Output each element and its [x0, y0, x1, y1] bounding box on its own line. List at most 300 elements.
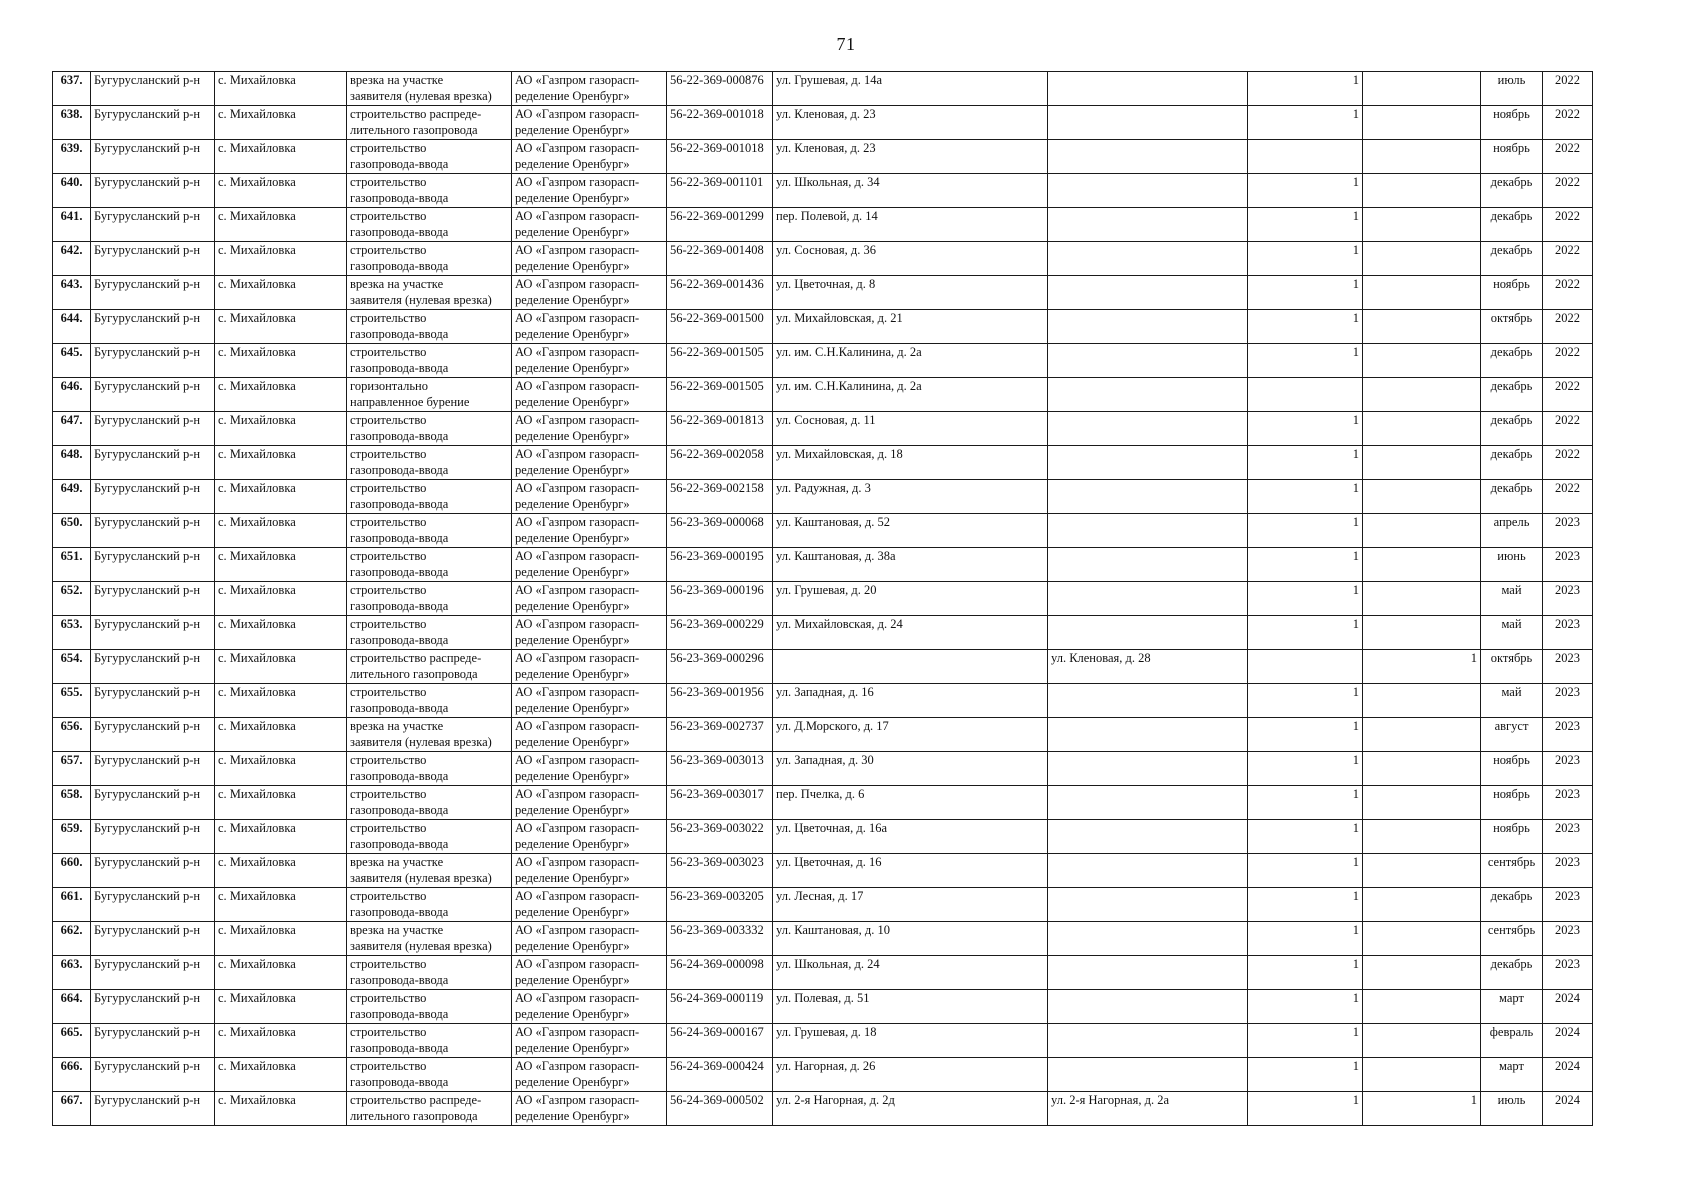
address-cell: ул. Полевая, д. 51 [773, 990, 1048, 1024]
quantity-1-cell: 1 [1248, 548, 1363, 582]
year-cell: 2023 [1543, 514, 1593, 548]
month-cell: декабрь [1481, 344, 1543, 378]
code-cell: 56-22-369-002158 [667, 480, 773, 514]
work-type-cell-line: строительство [350, 549, 427, 563]
address-cell: ул. Кленовая, д. 23 [773, 106, 1048, 140]
organization-cell-line: АО «Газпром газорасп- [515, 719, 640, 733]
organization-cell-line: ределение Оренбург» [515, 973, 630, 987]
district-cell: Бугурусланский р-н [91, 888, 215, 922]
address-2-cell [1048, 820, 1248, 854]
work-type-cell [347, 718, 512, 752]
district-cell: Бугурусланский р-н [91, 582, 215, 616]
quantity-2-cell [1363, 786, 1481, 820]
organization-cell-line: ределение Оренбург» [515, 939, 630, 953]
quantity-1-cell: 1 [1248, 718, 1363, 752]
address-2-cell [1048, 378, 1248, 412]
code-cell: 56-22-369-001018 [667, 106, 773, 140]
address-2-cell [1048, 412, 1248, 446]
quantity-1-cell: 1 [1248, 1024, 1363, 1058]
month-cell: май [1481, 616, 1543, 650]
organization-cell-line: ределение Оренбург» [515, 565, 630, 579]
organization-cell-line: ределение Оренбург» [515, 1109, 630, 1123]
address-2-cell [1048, 276, 1248, 310]
work-type-cell-line: газопровода-ввода [350, 429, 449, 443]
table-row [53, 106, 1593, 140]
organization-cell-line: АО «Газпром газорасп- [515, 277, 640, 291]
row-number: 652. [53, 582, 91, 616]
work-type-cell [347, 684, 512, 718]
month-cell: октябрь [1481, 310, 1543, 344]
address-2-cell [1048, 140, 1248, 174]
district-cell: Бугурусланский р-н [91, 72, 215, 106]
code-cell: 56-22-369-001018 [667, 140, 773, 174]
work-type-cell [347, 344, 512, 378]
work-type-cell-line: газопровода-ввода [350, 1041, 449, 1055]
code-cell: 56-23-369-003332 [667, 922, 773, 956]
organization-cell-line: АО «Газпром газорасп- [515, 1025, 640, 1039]
district-cell: Бугурусланский р-н [91, 548, 215, 582]
address-cell: ул. им. С.Н.Калинина, д. 2а [773, 378, 1048, 412]
work-type-cell-line: строительство [350, 991, 427, 1005]
year-cell: 2022 [1543, 208, 1593, 242]
village-cell: с. Михайловка [215, 1092, 347, 1126]
work-type-cell-line: газопровода-ввода [350, 565, 449, 579]
month-cell: ноябрь [1481, 752, 1543, 786]
row-number: 656. [53, 718, 91, 752]
month-cell: февраль [1481, 1024, 1543, 1058]
year-cell: 2022 [1543, 310, 1593, 344]
quantity-1-cell [1248, 650, 1363, 684]
row-number: 642. [53, 242, 91, 276]
work-type-cell-line: строительство [350, 175, 427, 189]
address-2-cell: ул. 2-я Нагорная, д. 2а [1048, 1092, 1248, 1126]
village-cell: с. Михайловка [215, 1058, 347, 1092]
quantity-2-cell [1363, 480, 1481, 514]
work-type-cell [347, 208, 512, 242]
year-cell: 2023 [1543, 650, 1593, 684]
address-cell: пер. Полевой, д. 14 [773, 208, 1048, 242]
work-type-cell-line: заявителя (нулевая врезка) [350, 293, 492, 307]
month-cell: сентябрь [1481, 854, 1543, 888]
quantity-2-cell [1363, 922, 1481, 956]
code-cell: 56-23-369-000195 [667, 548, 773, 582]
address-cell: ул. Сосновая, д. 11 [773, 412, 1048, 446]
table-row [53, 786, 1593, 820]
organization-cell-line: ределение Оренбург» [515, 395, 630, 409]
organization-cell-line: АО «Газпром газорасп- [515, 855, 640, 869]
table-row [53, 310, 1593, 344]
table-row [53, 854, 1593, 888]
district-cell: Бугурусланский р-н [91, 310, 215, 344]
district-cell: Бугурусланский р-н [91, 514, 215, 548]
work-type-cell [347, 548, 512, 582]
table-row [53, 208, 1593, 242]
row-number: 653. [53, 616, 91, 650]
row-number: 638. [53, 106, 91, 140]
row-number: 649. [53, 480, 91, 514]
month-cell: ноябрь [1481, 820, 1543, 854]
village-cell: с. Михайловка [215, 820, 347, 854]
organization-cell-line: ределение Оренбург» [515, 89, 630, 103]
work-type-cell [347, 480, 512, 514]
year-cell: 2023 [1543, 888, 1593, 922]
work-type-cell [347, 922, 512, 956]
work-type-cell-line: строительство [350, 1025, 427, 1039]
quantity-1-cell [1248, 140, 1363, 174]
quantity-2-cell [1363, 990, 1481, 1024]
district-cell: Бугурусланский р-н [91, 922, 215, 956]
organization-cell [512, 514, 667, 548]
code-cell: 56-22-369-001408 [667, 242, 773, 276]
organization-cell [512, 786, 667, 820]
table-row [53, 752, 1593, 786]
work-type-cell-line: газопровода-ввода [350, 633, 449, 647]
address-2-cell [1048, 582, 1248, 616]
organization-cell-line: АО «Газпром газорасп- [515, 1059, 640, 1073]
code-cell: 56-24-369-000424 [667, 1058, 773, 1092]
year-cell: 2023 [1543, 548, 1593, 582]
village-cell: с. Михайловка [215, 854, 347, 888]
organization-cell-line: ределение Оренбург» [515, 837, 630, 851]
quantity-1-cell: 1 [1248, 480, 1363, 514]
quantity-2-cell [1363, 820, 1481, 854]
district-cell: Бугурусланский р-н [91, 990, 215, 1024]
quantity-1-cell: 1 [1248, 242, 1363, 276]
district-cell: Бугурусланский р-н [91, 1024, 215, 1058]
work-type-cell-line: строительство [350, 583, 427, 597]
year-cell: 2022 [1543, 276, 1593, 310]
year-cell: 2023 [1543, 786, 1593, 820]
address-cell: ул. Западная, д. 16 [773, 684, 1048, 718]
year-cell: 2022 [1543, 140, 1593, 174]
organization-cell-line: ределение Оренбург» [515, 293, 630, 307]
year-cell: 2022 [1543, 412, 1593, 446]
address-cell: ул. Цветочная, д. 16 [773, 854, 1048, 888]
organization-cell-line: ределение Оренбург» [515, 633, 630, 647]
organization-cell-line: ределение Оренбург» [515, 667, 630, 681]
organization-cell [512, 140, 667, 174]
address-2-cell [1048, 718, 1248, 752]
work-type-cell [347, 956, 512, 990]
table-row [53, 922, 1593, 956]
work-type-cell-line: газопровода-ввода [350, 803, 449, 817]
table-row [53, 1058, 1593, 1092]
village-cell: с. Михайловка [215, 72, 347, 106]
address-2-cell [1048, 446, 1248, 480]
register-table-container [52, 71, 1592, 1126]
row-number: 639. [53, 140, 91, 174]
work-type-cell [347, 446, 512, 480]
address-2-cell [1048, 548, 1248, 582]
month-cell: июль [1481, 72, 1543, 106]
work-type-cell-line: строительство распреде- [350, 651, 482, 665]
village-cell: с. Михайловка [215, 956, 347, 990]
work-type-cell-line: газопровода-ввода [350, 157, 449, 171]
organization-cell [512, 1024, 667, 1058]
organization-cell [512, 310, 667, 344]
district-cell: Бугурусланский р-н [91, 820, 215, 854]
address-2-cell [1048, 854, 1248, 888]
address-cell: ул. Михайловская, д. 18 [773, 446, 1048, 480]
address-cell: ул. Каштановая, д. 52 [773, 514, 1048, 548]
organization-cell-line: ределение Оренбург» [515, 497, 630, 511]
organization-cell [512, 650, 667, 684]
month-cell: декабрь [1481, 208, 1543, 242]
address-cell: ул. Сосновая, д. 36 [773, 242, 1048, 276]
quantity-2-cell [1363, 208, 1481, 242]
address-cell: ул. Цветочная, д. 16а [773, 820, 1048, 854]
organization-cell-line: АО «Газпром газорасп- [515, 141, 640, 155]
code-cell: 56-24-369-000119 [667, 990, 773, 1024]
year-cell: 2022 [1543, 106, 1593, 140]
village-cell: с. Михайловка [215, 582, 347, 616]
work-type-cell [347, 888, 512, 922]
organization-cell-line: ределение Оренбург» [515, 1007, 630, 1021]
address-2-cell [1048, 242, 1248, 276]
code-cell: 56-24-369-000098 [667, 956, 773, 990]
address-cell: пер. Пчелка, д. 6 [773, 786, 1048, 820]
code-cell: 56-22-369-001505 [667, 378, 773, 412]
address-cell: ул. Грушевая, д. 18 [773, 1024, 1048, 1058]
month-cell: май [1481, 582, 1543, 616]
organization-cell [512, 480, 667, 514]
work-type-cell [347, 378, 512, 412]
organization-cell-line: ределение Оренбург» [515, 463, 630, 477]
work-type-cell-line: газопровода-ввода [350, 463, 449, 477]
organization-cell [512, 582, 667, 616]
district-cell: Бугурусланский р-н [91, 786, 215, 820]
code-cell: 56-24-369-000502 [667, 1092, 773, 1126]
organization-cell [512, 378, 667, 412]
district-cell: Бугурусланский р-н [91, 140, 215, 174]
work-type-cell [347, 242, 512, 276]
year-cell: 2023 [1543, 616, 1593, 650]
address-2-cell [1048, 684, 1248, 718]
address-cell: ул. Лесная, д. 17 [773, 888, 1048, 922]
month-cell: апрель [1481, 514, 1543, 548]
address-2-cell [1048, 514, 1248, 548]
village-cell: с. Михайловка [215, 412, 347, 446]
work-type-cell-line: газопровода-ввода [350, 599, 449, 613]
row-number: 646. [53, 378, 91, 412]
work-type-cell-line: газопровода-ввода [350, 973, 449, 987]
month-cell: декабрь [1481, 446, 1543, 480]
table-row [53, 1092, 1593, 1126]
village-cell: с. Михайловка [215, 888, 347, 922]
row-number: 651. [53, 548, 91, 582]
address-2-cell [1048, 888, 1248, 922]
table-row [53, 72, 1593, 106]
row-number: 650. [53, 514, 91, 548]
table-row [53, 616, 1593, 650]
village-cell: с. Михайловка [215, 752, 347, 786]
organization-cell-line: ределение Оренбург» [515, 157, 630, 171]
organization-cell [512, 106, 667, 140]
quantity-1-cell: 1 [1248, 922, 1363, 956]
row-number: 655. [53, 684, 91, 718]
code-cell: 56-23-369-003022 [667, 820, 773, 854]
year-cell: 2023 [1543, 922, 1593, 956]
quantity-2-cell [1363, 582, 1481, 616]
code-cell: 56-23-369-000196 [667, 582, 773, 616]
work-type-cell-line: газопровода-ввода [350, 327, 449, 341]
organization-cell-line: АО «Газпром газорасп- [515, 889, 640, 903]
row-number: 662. [53, 922, 91, 956]
organization-cell [512, 922, 667, 956]
organization-cell-line: АО «Газпром газорасп- [515, 515, 640, 529]
quantity-2-cell [1363, 344, 1481, 378]
work-type-cell-line: строительство [350, 889, 427, 903]
work-type-cell [347, 106, 512, 140]
village-cell: с. Михайловка [215, 106, 347, 140]
work-type-cell [347, 1058, 512, 1092]
organization-cell [512, 446, 667, 480]
district-cell: Бугурусланский р-н [91, 650, 215, 684]
organization-cell-line: АО «Газпром газорасп- [515, 753, 640, 767]
address-cell: ул. им. С.Н.Калинина, д. 2а [773, 344, 1048, 378]
organization-cell-line: ределение Оренбург» [515, 599, 630, 613]
month-cell: декабрь [1481, 378, 1543, 412]
address-cell: ул. Школьная, д. 34 [773, 174, 1048, 208]
work-type-cell-line: газопровода-ввода [350, 1075, 449, 1089]
table-row [53, 820, 1593, 854]
work-type-cell-line: строительство [350, 141, 427, 155]
quantity-2-cell: 1 [1363, 1092, 1481, 1126]
organization-cell-line: ределение Оренбург» [515, 701, 630, 715]
quantity-2-cell [1363, 548, 1481, 582]
work-type-cell-line: газопровода-ввода [350, 837, 449, 851]
address-cell: ул. Радужная, д. 3 [773, 480, 1048, 514]
address-2-cell [1048, 480, 1248, 514]
code-cell: 56-22-369-001813 [667, 412, 773, 446]
address-2-cell [1048, 786, 1248, 820]
address-2-cell [1048, 990, 1248, 1024]
address-2-cell [1048, 106, 1248, 140]
organization-cell-line: ределение Оренбург» [515, 259, 630, 273]
code-cell: 56-22-369-001299 [667, 208, 773, 242]
table-row [53, 888, 1593, 922]
work-type-cell [347, 854, 512, 888]
organization-cell-line: АО «Газпром газорасп- [515, 413, 640, 427]
month-cell: декабрь [1481, 174, 1543, 208]
organization-cell [512, 854, 667, 888]
work-type-cell-line: врезка на участке [350, 923, 444, 937]
district-cell: Бугурусланский р-н [91, 412, 215, 446]
organization-cell-line: АО «Газпром газорасп- [515, 787, 640, 801]
table-row [53, 718, 1593, 752]
work-type-cell-line: строительство [350, 787, 427, 801]
code-cell: 56-22-369-002058 [667, 446, 773, 480]
work-type-cell-line: газопровода-ввода [350, 1007, 449, 1021]
quantity-2-cell [1363, 1024, 1481, 1058]
work-type-cell-line: лительного газопровода [350, 123, 478, 137]
table-row [53, 412, 1593, 446]
year-cell: 2022 [1543, 480, 1593, 514]
work-type-cell [347, 650, 512, 684]
address-2-cell [1048, 1058, 1248, 1092]
district-cell: Бугурусланский р-н [91, 718, 215, 752]
organization-cell-line: ределение Оренбург» [515, 1041, 630, 1055]
village-cell: с. Михайловка [215, 378, 347, 412]
quantity-1-cell: 1 [1248, 684, 1363, 718]
village-cell: с. Михайловка [215, 276, 347, 310]
quantity-1-cell: 1 [1248, 174, 1363, 208]
quantity-1-cell: 1 [1248, 276, 1363, 310]
address-cell: ул. Михайловская, д. 24 [773, 616, 1048, 650]
row-number: 659. [53, 820, 91, 854]
month-cell: декабрь [1481, 888, 1543, 922]
work-type-cell-line: заявителя (нулевая врезка) [350, 871, 492, 885]
organization-cell [512, 684, 667, 718]
table-row [53, 446, 1593, 480]
quantity-2-cell [1363, 378, 1481, 412]
organization-cell-line: ределение Оренбург» [515, 123, 630, 137]
row-number: 667. [53, 1092, 91, 1126]
row-number: 645. [53, 344, 91, 378]
work-type-cell-line: строительство [350, 685, 427, 699]
quantity-2-cell [1363, 72, 1481, 106]
month-cell: май [1481, 684, 1543, 718]
work-type-cell [347, 1024, 512, 1058]
village-cell: с. Михайловка [215, 140, 347, 174]
code-cell: 56-22-369-000876 [667, 72, 773, 106]
organization-cell-line: АО «Газпром газорасп- [515, 617, 640, 631]
year-cell: 2022 [1543, 242, 1593, 276]
year-cell: 2023 [1543, 956, 1593, 990]
address-cell: ул. 2-я Нагорная, д. 2д [773, 1092, 1048, 1126]
work-type-cell-line: лительного газопровода [350, 667, 478, 681]
organization-cell-line: АО «Газпром газорасп- [515, 243, 640, 257]
year-cell: 2024 [1543, 1058, 1593, 1092]
organization-cell [512, 412, 667, 446]
work-type-cell-line: строительство распреде- [350, 1093, 482, 1107]
quantity-1-cell: 1 [1248, 446, 1363, 480]
village-cell: с. Михайловка [215, 208, 347, 242]
organization-cell-line: ределение Оренбург» [515, 327, 630, 341]
work-type-cell-line: газопровода-ввода [350, 361, 449, 375]
month-cell: март [1481, 1058, 1543, 1092]
quantity-1-cell: 1 [1248, 1058, 1363, 1092]
year-cell: 2024 [1543, 1024, 1593, 1058]
work-type-cell [347, 582, 512, 616]
address-cell: ул. Школьная, д. 24 [773, 956, 1048, 990]
row-number: 657. [53, 752, 91, 786]
quantity-1-cell: 1 [1248, 514, 1363, 548]
village-cell: с. Михайловка [215, 990, 347, 1024]
year-cell: 2023 [1543, 752, 1593, 786]
table-row [53, 582, 1593, 616]
district-cell: Бугурусланский р-н [91, 378, 215, 412]
work-type-cell [347, 72, 512, 106]
organization-cell-line: АО «Газпром газорасп- [515, 923, 640, 937]
quantity-2-cell [1363, 888, 1481, 922]
work-type-cell [347, 276, 512, 310]
code-cell: 56-24-369-000167 [667, 1024, 773, 1058]
organization-cell-line: АО «Газпром газорасп- [515, 481, 640, 495]
address-2-cell [1048, 922, 1248, 956]
organization-cell-line: ределение Оренбург» [515, 531, 630, 545]
quantity-1-cell: 1 [1248, 786, 1363, 820]
work-type-cell-line: строительство [350, 311, 427, 325]
code-cell: 56-23-369-002737 [667, 718, 773, 752]
quantity-1-cell: 1 [1248, 616, 1363, 650]
district-cell: Бугурусланский р-н [91, 956, 215, 990]
work-type-cell-line: строительство распреде- [350, 107, 482, 121]
year-cell: 2022 [1543, 174, 1593, 208]
organization-cell-line: АО «Газпром газорасп- [515, 685, 640, 699]
work-type-cell-line: газопровода-ввода [350, 769, 449, 783]
village-cell: с. Михайловка [215, 684, 347, 718]
